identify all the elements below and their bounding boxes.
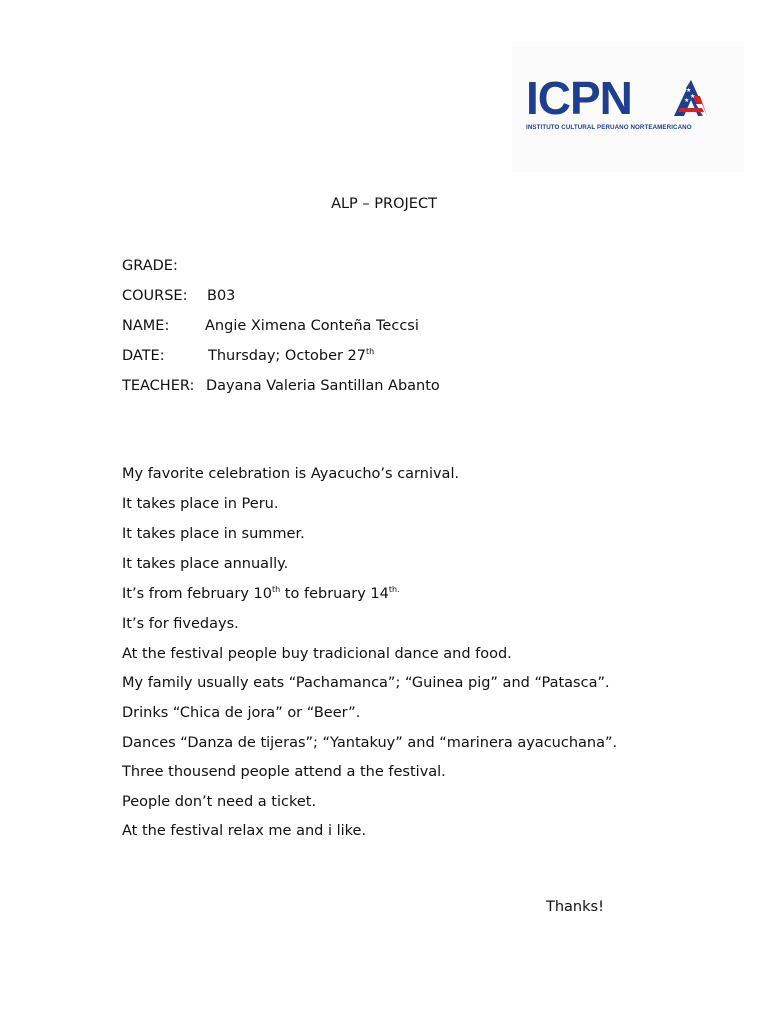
date-field xyxy=(122,346,375,366)
date-value xyxy=(208,346,374,366)
grade-label: GRADE: xyxy=(122,258,178,274)
body-line-5a: It’s from february 10 xyxy=(122,586,272,602)
ordinal-14: th. xyxy=(388,585,400,594)
body-line-10: Dances “Danza de tijeras”; “Yantakuy” and “marinera ayacuchana”. xyxy=(122,735,618,751)
icpna-logo xyxy=(512,42,744,172)
body-line-9: Drinks “Chica de jora” or “Beer”. xyxy=(122,705,361,721)
body-line-6: It’s for fivedays. xyxy=(122,616,239,632)
svg-text:★: ★ xyxy=(684,97,690,104)
closing-thanks: Thanks! xyxy=(546,899,604,915)
svg-text:★: ★ xyxy=(690,93,696,100)
body-line-1: My favorite celebration is Ayacucho’s carnival. xyxy=(122,466,460,482)
svg-text:★: ★ xyxy=(686,87,692,94)
name-field xyxy=(122,316,419,336)
body-line-12: People don’t need a ticket. xyxy=(122,794,317,810)
teacher-field xyxy=(122,376,440,396)
body-line-2: It takes place in Peru. xyxy=(122,496,279,512)
body-line-13: At the festival relax me and i like. xyxy=(122,823,367,839)
date-ordinal: th xyxy=(366,347,375,356)
course-label: COURSE: xyxy=(122,288,188,304)
teacher-label: TEACHER: xyxy=(122,378,195,394)
body-line-11: Three thousend people attend a the festival. xyxy=(122,764,446,780)
body-line-5b: to february 14 xyxy=(280,586,389,602)
date-label: DATE: xyxy=(122,348,165,364)
svg-text:ICPN: ICPN xyxy=(526,78,632,122)
name-value: Angie Ximena Conteña Teccsi xyxy=(205,318,419,334)
teacher-value: Dayana Valeria Santillan Abanto xyxy=(206,378,440,394)
body-line-8: My family usually eats “Pachamanca”; “Guinea pig” and “Patasca”. xyxy=(122,675,610,691)
name-label: NAME: xyxy=(122,318,170,334)
body-line-7: At the festival people buy tradicional dance and food. xyxy=(122,646,512,662)
ordinal-10: th xyxy=(271,585,281,594)
date-text: Thursday; October 27 xyxy=(208,348,367,364)
body-line-5 xyxy=(122,584,400,604)
document-title: ALP – PROJECT xyxy=(331,196,437,212)
logo-subtitle: INSTITUTO CULTURAL PERUANO NORTEAMERICANO xyxy=(526,124,692,131)
body-line-3: It takes place in summer. xyxy=(122,526,305,542)
body-line-4: It takes place annually. xyxy=(122,556,289,572)
flag-a-icon xyxy=(674,80,707,116)
svg-text:★: ★ xyxy=(688,103,694,110)
course-field xyxy=(122,286,236,306)
course-value: B03 xyxy=(207,288,236,304)
icpna-logo-mark xyxy=(526,78,726,122)
grade-field xyxy=(122,256,178,276)
